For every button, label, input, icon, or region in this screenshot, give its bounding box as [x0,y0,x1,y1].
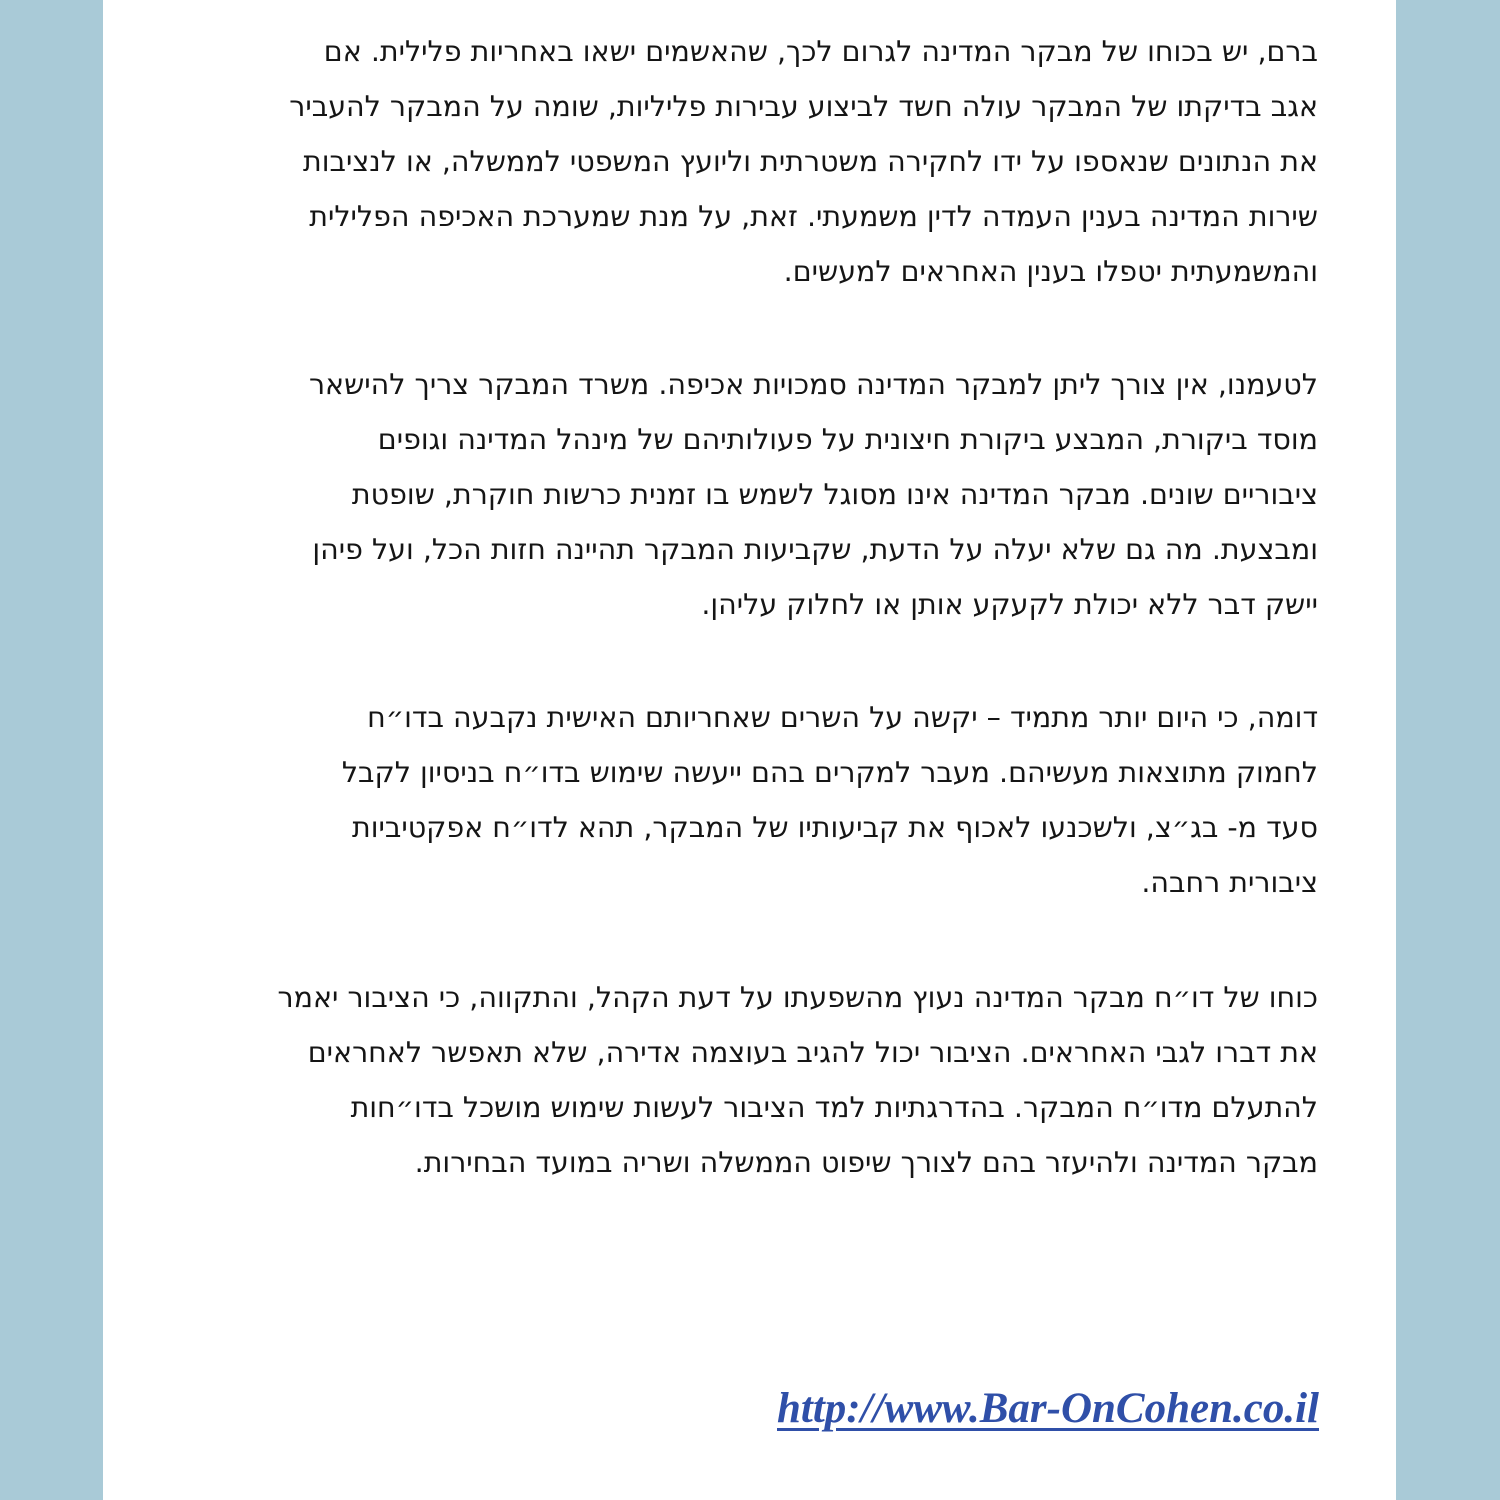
paragraph-line: יישק דבר ללא יכולת לקעקע אותן או לחלוק עליהן. [701,588,1318,621]
paragraph-1 [183,24,1318,299]
paragraph-line: מוסד ביקורת, המבצע ביקורת חיצונית על פעולותיהם של מינהל המדינה וגופים [377,423,1318,456]
paragraph-line: ציבורית רחבה. [1141,866,1318,899]
paragraph-line: ומבצעת. מה גם שלא יעלה על הדעת, שקביעות המבקר תהיינה חזות הכל, ועל פיהן [312,533,1318,566]
paragraph-line: אגב בדיקתו של המבקר עולה חשד לביצוע עבירות פליליות, שומה על המבקר להעביר [289,90,1318,123]
paragraph-line: שירות המדינה בענין העמדה לדין משמעתי. זאת, על מנת שמערכת האכיפה הפלילית [309,200,1318,233]
paragraph-line: לטעמנו, אין צורך ליתן למבקר המדינה סמכויות אכיפה. משרד המבקר צריך להישאר [308,368,1318,401]
website-link[interactable]: http://www.Bar-OnCohen.co.il [777,1385,1319,1432]
paragraph-line: ברם, יש בכוחו של מבקר המדינה לגרום לכך, שהאשמים ישאו באחריות פלילית. אם [323,35,1318,68]
paragraph-line: את דברו לגבי האחראים. הציבור יכול להגיב בעוצמה אדירה, שלא תאפשר לאחראים [307,1036,1318,1069]
paragraph-line: מבקר המדינה ולהיעזר בהם לצורך שיפוט הממשלה ושריה במועד הבחירות. [414,1146,1318,1179]
paragraph-line: ציבוריים שונים. מבקר המדינה אינו מסוגל לשמש בו זמנית כרשות חוקרת, שופטת [351,478,1318,511]
paragraph-4 [183,970,1318,1190]
paragraph-3 [183,690,1318,910]
paragraph-line: להתעלם מדו״ח המבקר. בהדרגתיות למד הציבור לעשות שימוש מושכל בדו״חות [350,1091,1318,1124]
paragraph-line: דומה, כי היום יותר מתמיד – יקשה על השרים שאחריותם האישית נקבעה בדו״ח [367,701,1318,734]
paragraph-line: סעד מ- בג״צ, ולשכנעו לאכוף את קביעותיו של המבקר, תהא לדו״ח אפקטיביות [351,811,1318,844]
document-page [103,0,1396,1500]
paragraph-2 [183,357,1318,632]
paragraph-line: את הנתונים שנאספו על ידו לחקירה משטרתית וליועץ המשפטי לממשלה, או לנציבות [303,145,1318,178]
paragraph-line: לחמוק מתוצאות מעשיהם. מעבר למקרים בהם ייעשה שימוש בדו״ח בניסיון לקבל [341,756,1318,789]
paragraph-line: והמשמעתית יטפלו בענין האחראים למעשים. [783,255,1318,288]
paragraph-line: כוחו של דו״ח מבקר המדינה נעוץ מהשפעתו על דעת הקהל, והתקווה, כי הציבור יאמר [277,981,1318,1014]
